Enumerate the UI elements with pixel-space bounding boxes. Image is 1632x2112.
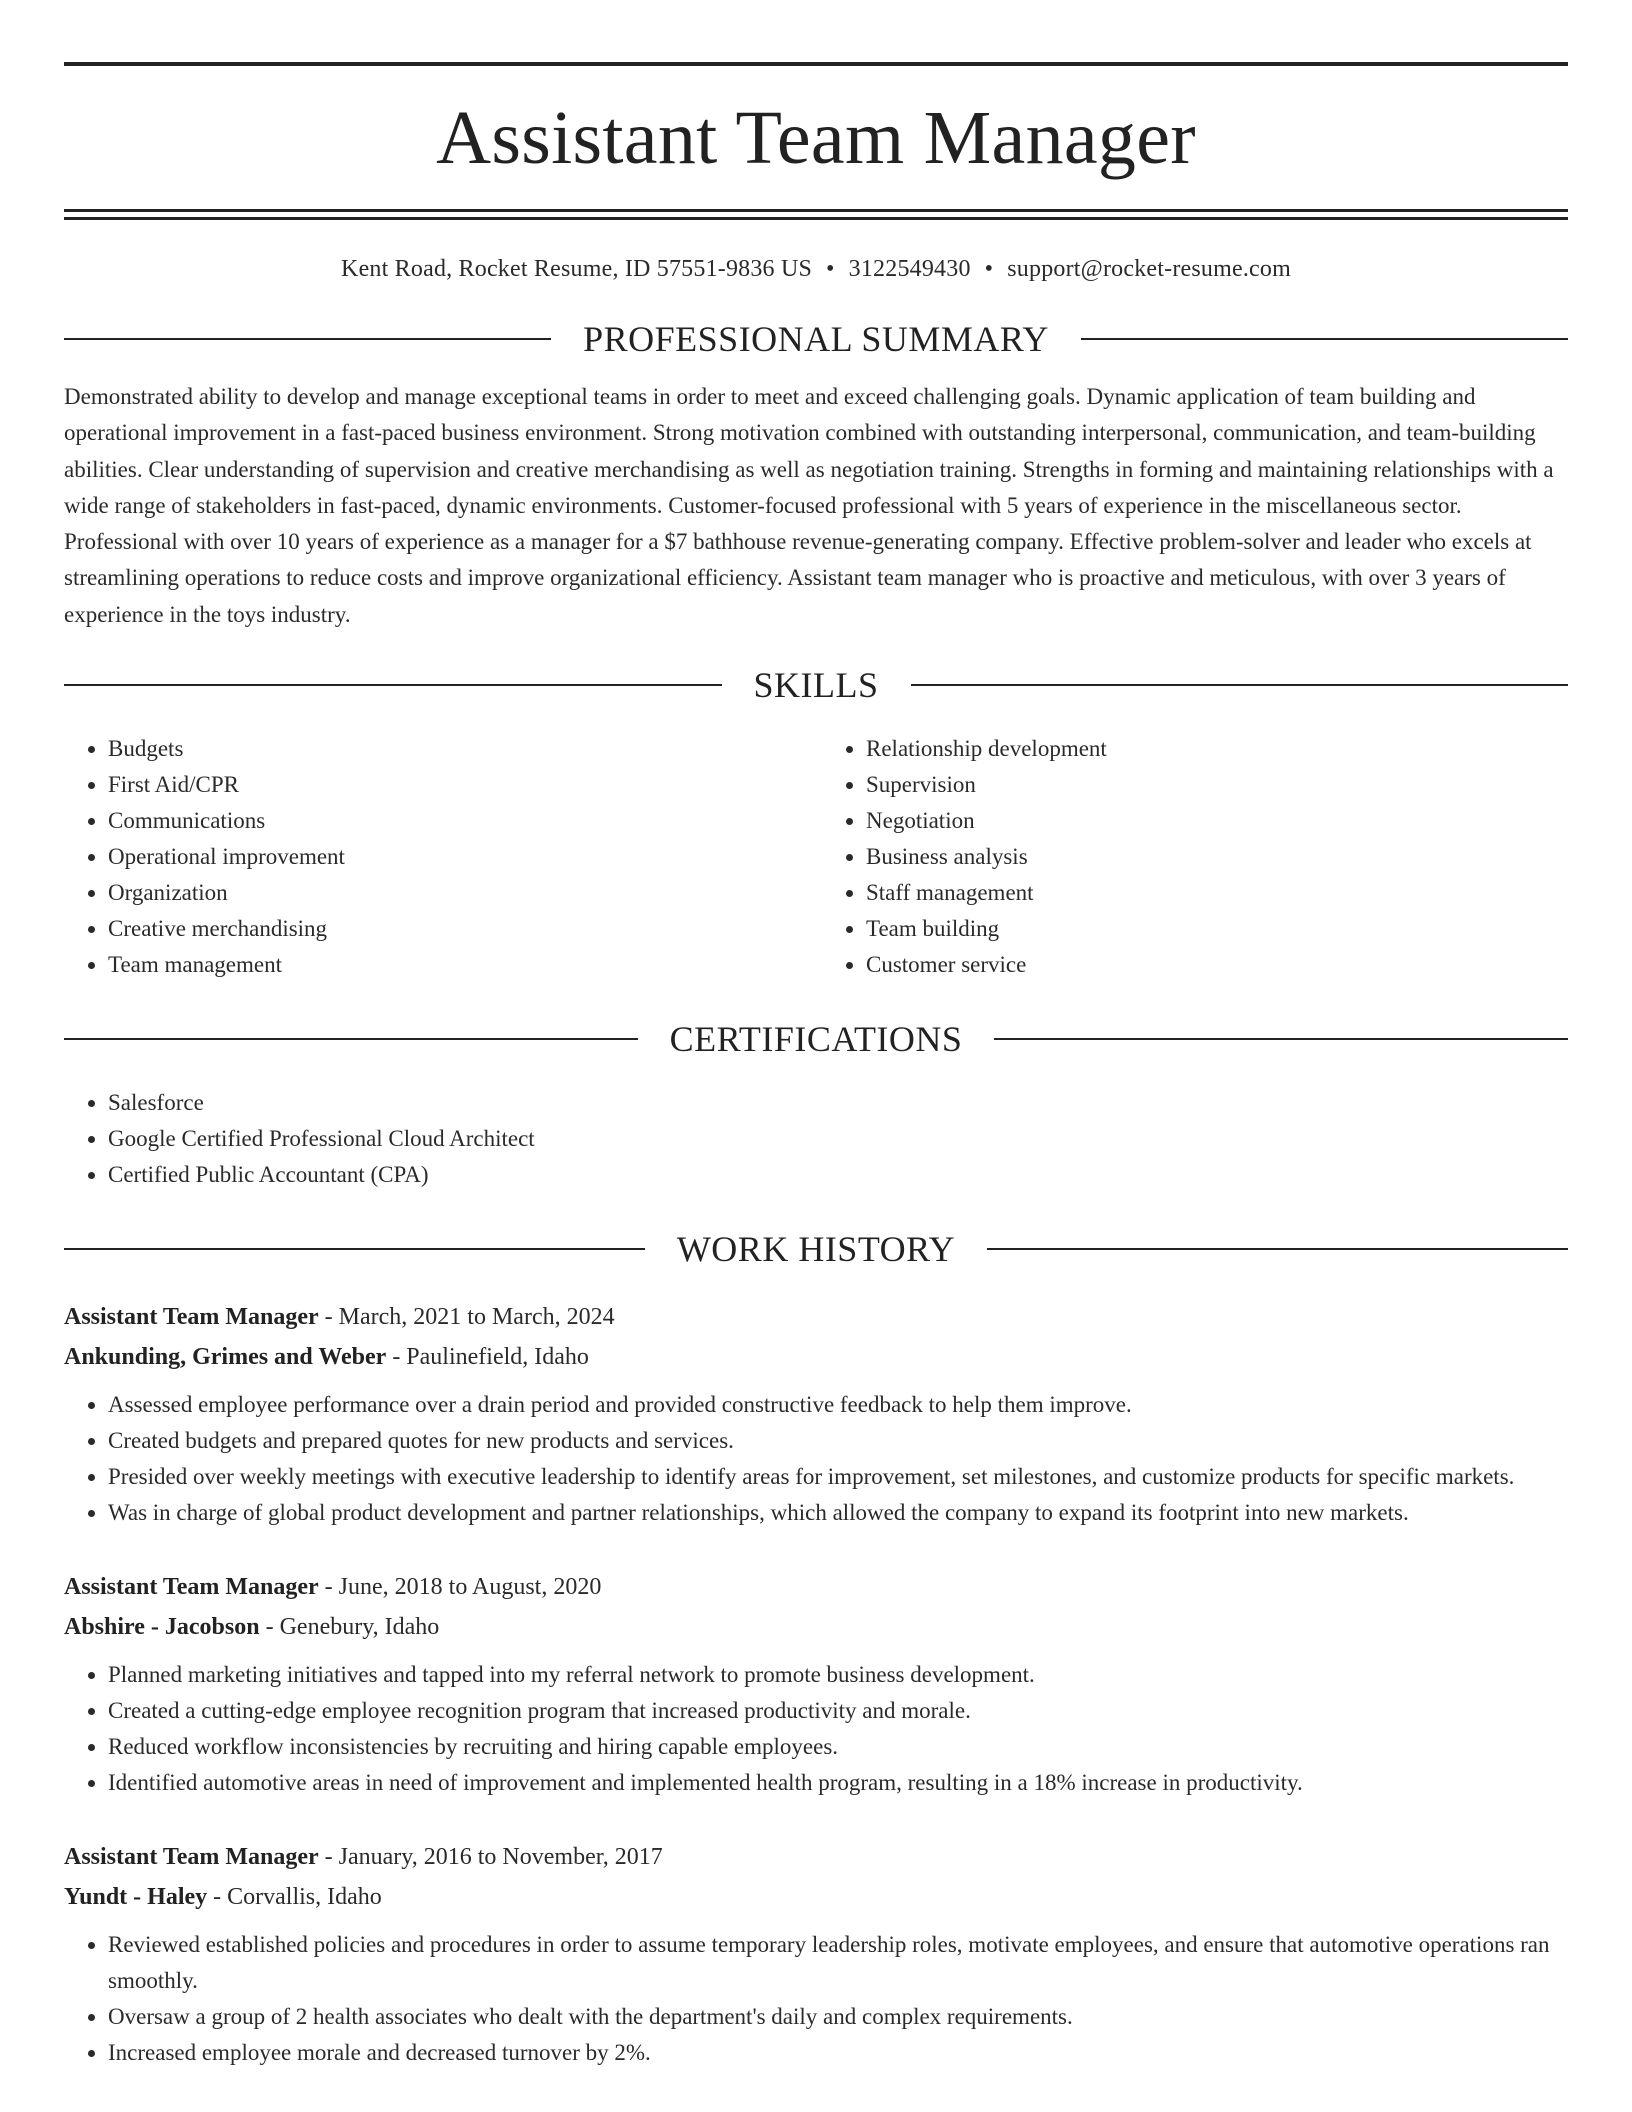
- heading-rule: [911, 684, 1569, 686]
- job-bullet: • Increased employee morale and decreased turnover by 2%.: [108, 2035, 1568, 2071]
- contact-phone: 3122549430: [848, 256, 971, 282]
- heading-rule: [987, 1248, 1568, 1250]
- skill-item: • Operational improvement: [108, 839, 816, 875]
- section-title: WORK HISTORY: [676, 1229, 956, 1270]
- section-heading-certifications: [64, 1019, 1568, 1060]
- heading-rule: [64, 1038, 638, 1040]
- skills-list: [64, 731, 1568, 983]
- skill-item: • Customer service: [866, 947, 1568, 983]
- certification-item: • Google Certified Professional Cloud Architect: [108, 1121, 1568, 1157]
- job-bullet: • Identified automotive areas in need of improvement and implemented health program, resulting in a 18% increase in productivity.: [108, 1765, 1568, 1801]
- job-location: - Corvallis, Idaho: [207, 1884, 382, 1911]
- heading-rule: [64, 684, 722, 686]
- job-title: Assistant Team Manager: [64, 1844, 319, 1871]
- contact-separator: •: [984, 256, 994, 282]
- skill-item: • Team management: [108, 947, 816, 983]
- job-location: - Paulinefield, Idaho: [386, 1344, 589, 1371]
- page-title: Assistant Team Manager: [436, 96, 1196, 180]
- job-bullets: [64, 1387, 1568, 1531]
- section-title: CERTIFICATIONS: [669, 1019, 963, 1060]
- job-location: - Genebury, Idaho: [259, 1614, 440, 1641]
- job-company-line: [64, 1877, 1568, 1917]
- job-entry: [64, 1567, 1568, 1801]
- top-rule: [64, 62, 1568, 66]
- job-company-line: [64, 1337, 1568, 1377]
- contact-separator: •: [826, 256, 835, 282]
- heading-rule: [994, 1038, 1568, 1040]
- job-title-line: [64, 1297, 1568, 1337]
- heading-rule: [1081, 338, 1568, 340]
- job-title-line: [64, 1837, 1568, 1877]
- job-title: Assistant Team Manager: [64, 1304, 319, 1331]
- job-bullet: • Was in charge of global product development and partner relationships, which allowed the company to expand its footprint into new markets.: [108, 1495, 1568, 1531]
- job-title: Assistant Team Manager: [64, 1574, 319, 1601]
- job-bullet: • Created budgets and prepared quotes for new products and services.: [108, 1423, 1568, 1459]
- skills-column-right: [816, 731, 1568, 983]
- skill-item: • Communications: [108, 803, 816, 839]
- job-company: Yundt - Haley: [64, 1884, 208, 1911]
- skill-item: • Negotiation: [866, 803, 1568, 839]
- skill-item: • Team building: [866, 911, 1568, 947]
- contact-line: [64, 256, 1568, 283]
- job-company: Abshire - Jacobson: [64, 1614, 260, 1641]
- contact-email: support@rocket-resume.com: [1007, 256, 1291, 282]
- job-dates: - March, 2021 to March, 2024: [318, 1304, 615, 1331]
- skill-item: • Budgets: [108, 731, 816, 767]
- skill-item: • Supervision: [866, 767, 1568, 803]
- job-bullet: • Reduced workflow inconsistencies by recruiting and hiring capable employees.: [108, 1729, 1568, 1765]
- heading-rule: [64, 338, 551, 340]
- job-bullets: [64, 1927, 1568, 2071]
- certifications-list: [64, 1085, 1568, 1193]
- skill-item: • Creative merchandising: [108, 911, 816, 947]
- job-bullet: • Created a cutting-edge employee recognition program that increased productivity and morale.: [108, 1693, 1568, 1729]
- job-company: Ankunding, Grimes and Weber: [64, 1344, 387, 1371]
- certification-item: • Certified Public Accountant (CPA): [108, 1157, 1568, 1193]
- job-company-line: [64, 1607, 1568, 1647]
- section-title: SKILLS: [753, 665, 879, 706]
- section-heading-skills: [64, 665, 1568, 706]
- skill-item: • Staff management: [866, 875, 1568, 911]
- job-entry: [64, 1837, 1568, 2071]
- heading-rule: [64, 1248, 645, 1250]
- skill-item: • Relationship development: [866, 731, 1568, 767]
- job-dates: - January, 2016 to November, 2017: [318, 1844, 663, 1871]
- skill-item: • Organization: [108, 875, 816, 911]
- title-double-rule: [64, 209, 1568, 220]
- contact-address: Kent Road, Rocket Resume, ID 57551-9836 US: [341, 256, 813, 282]
- job-dates: - June, 2018 to August, 2020: [318, 1574, 602, 1601]
- job-bullet: • Planned marketing initiatives and tapped into my referral network to promote business development.: [108, 1657, 1568, 1693]
- job-bullet: • Assessed employee performance over a drain period and provided constructive feedback to help them improve.: [108, 1387, 1568, 1423]
- job-bullets: [64, 1657, 1568, 1801]
- section-heading-summary: [64, 321, 1568, 357]
- job-bullet: • Oversaw a group of 2 health associates who dealt with the department's daily and complex requirements.: [108, 1999, 1568, 2035]
- section-heading-work-history: [64, 1229, 1568, 1270]
- job-bullet: • Reviewed established policies and procedures in order to assume temporary leadership roles, motivate employees, and ensure that automotive operations ran smoothly.: [108, 1927, 1568, 1999]
- resume-page: [64, 0, 1568, 2071]
- job-title-line: [64, 1567, 1568, 1607]
- skills-column-left: [64, 731, 816, 983]
- job-bullet: • Presided over weekly meetings with executive leadership to identify areas for improvement, set milestones, and customize products for specific markets.: [108, 1459, 1568, 1495]
- summary-text: Demonstrated ability to develop and manage exceptional teams in order to meet and exceed challenging goals. Dynamic application of team building and operational improvement in a fast-paced business environment. Strong motivation combined with outstanding interpersonal, communication, and team-building abilities. Clear understanding of supervision and creative merchandising as well as negotiation training. Strengths in forming and maintaining relationships with a wide range of stakeholders in fast-paced, dynamic environments. Customer-focused professional with 5 years of experience in the miscellaneous sector. Professional with over 10 years of experience as a manager for a $7 bathhouse revenue-generating company. Effective problem-solver and leader who excels at streamlining operations to reduce costs and improve organizational efficiency. Assistant team manager who is proactive and meticulous, with over 3 years of experience in the toys industry.: [64, 384, 1554, 627]
- skill-item: • Business analysis: [866, 839, 1568, 875]
- job-entry: [64, 1297, 1568, 1531]
- section-title: PROFESSIONAL SUMMARY: [583, 319, 1049, 359]
- skill-item: • First Aid/CPR: [108, 767, 816, 803]
- certification-item: • Salesforce: [108, 1085, 1568, 1121]
